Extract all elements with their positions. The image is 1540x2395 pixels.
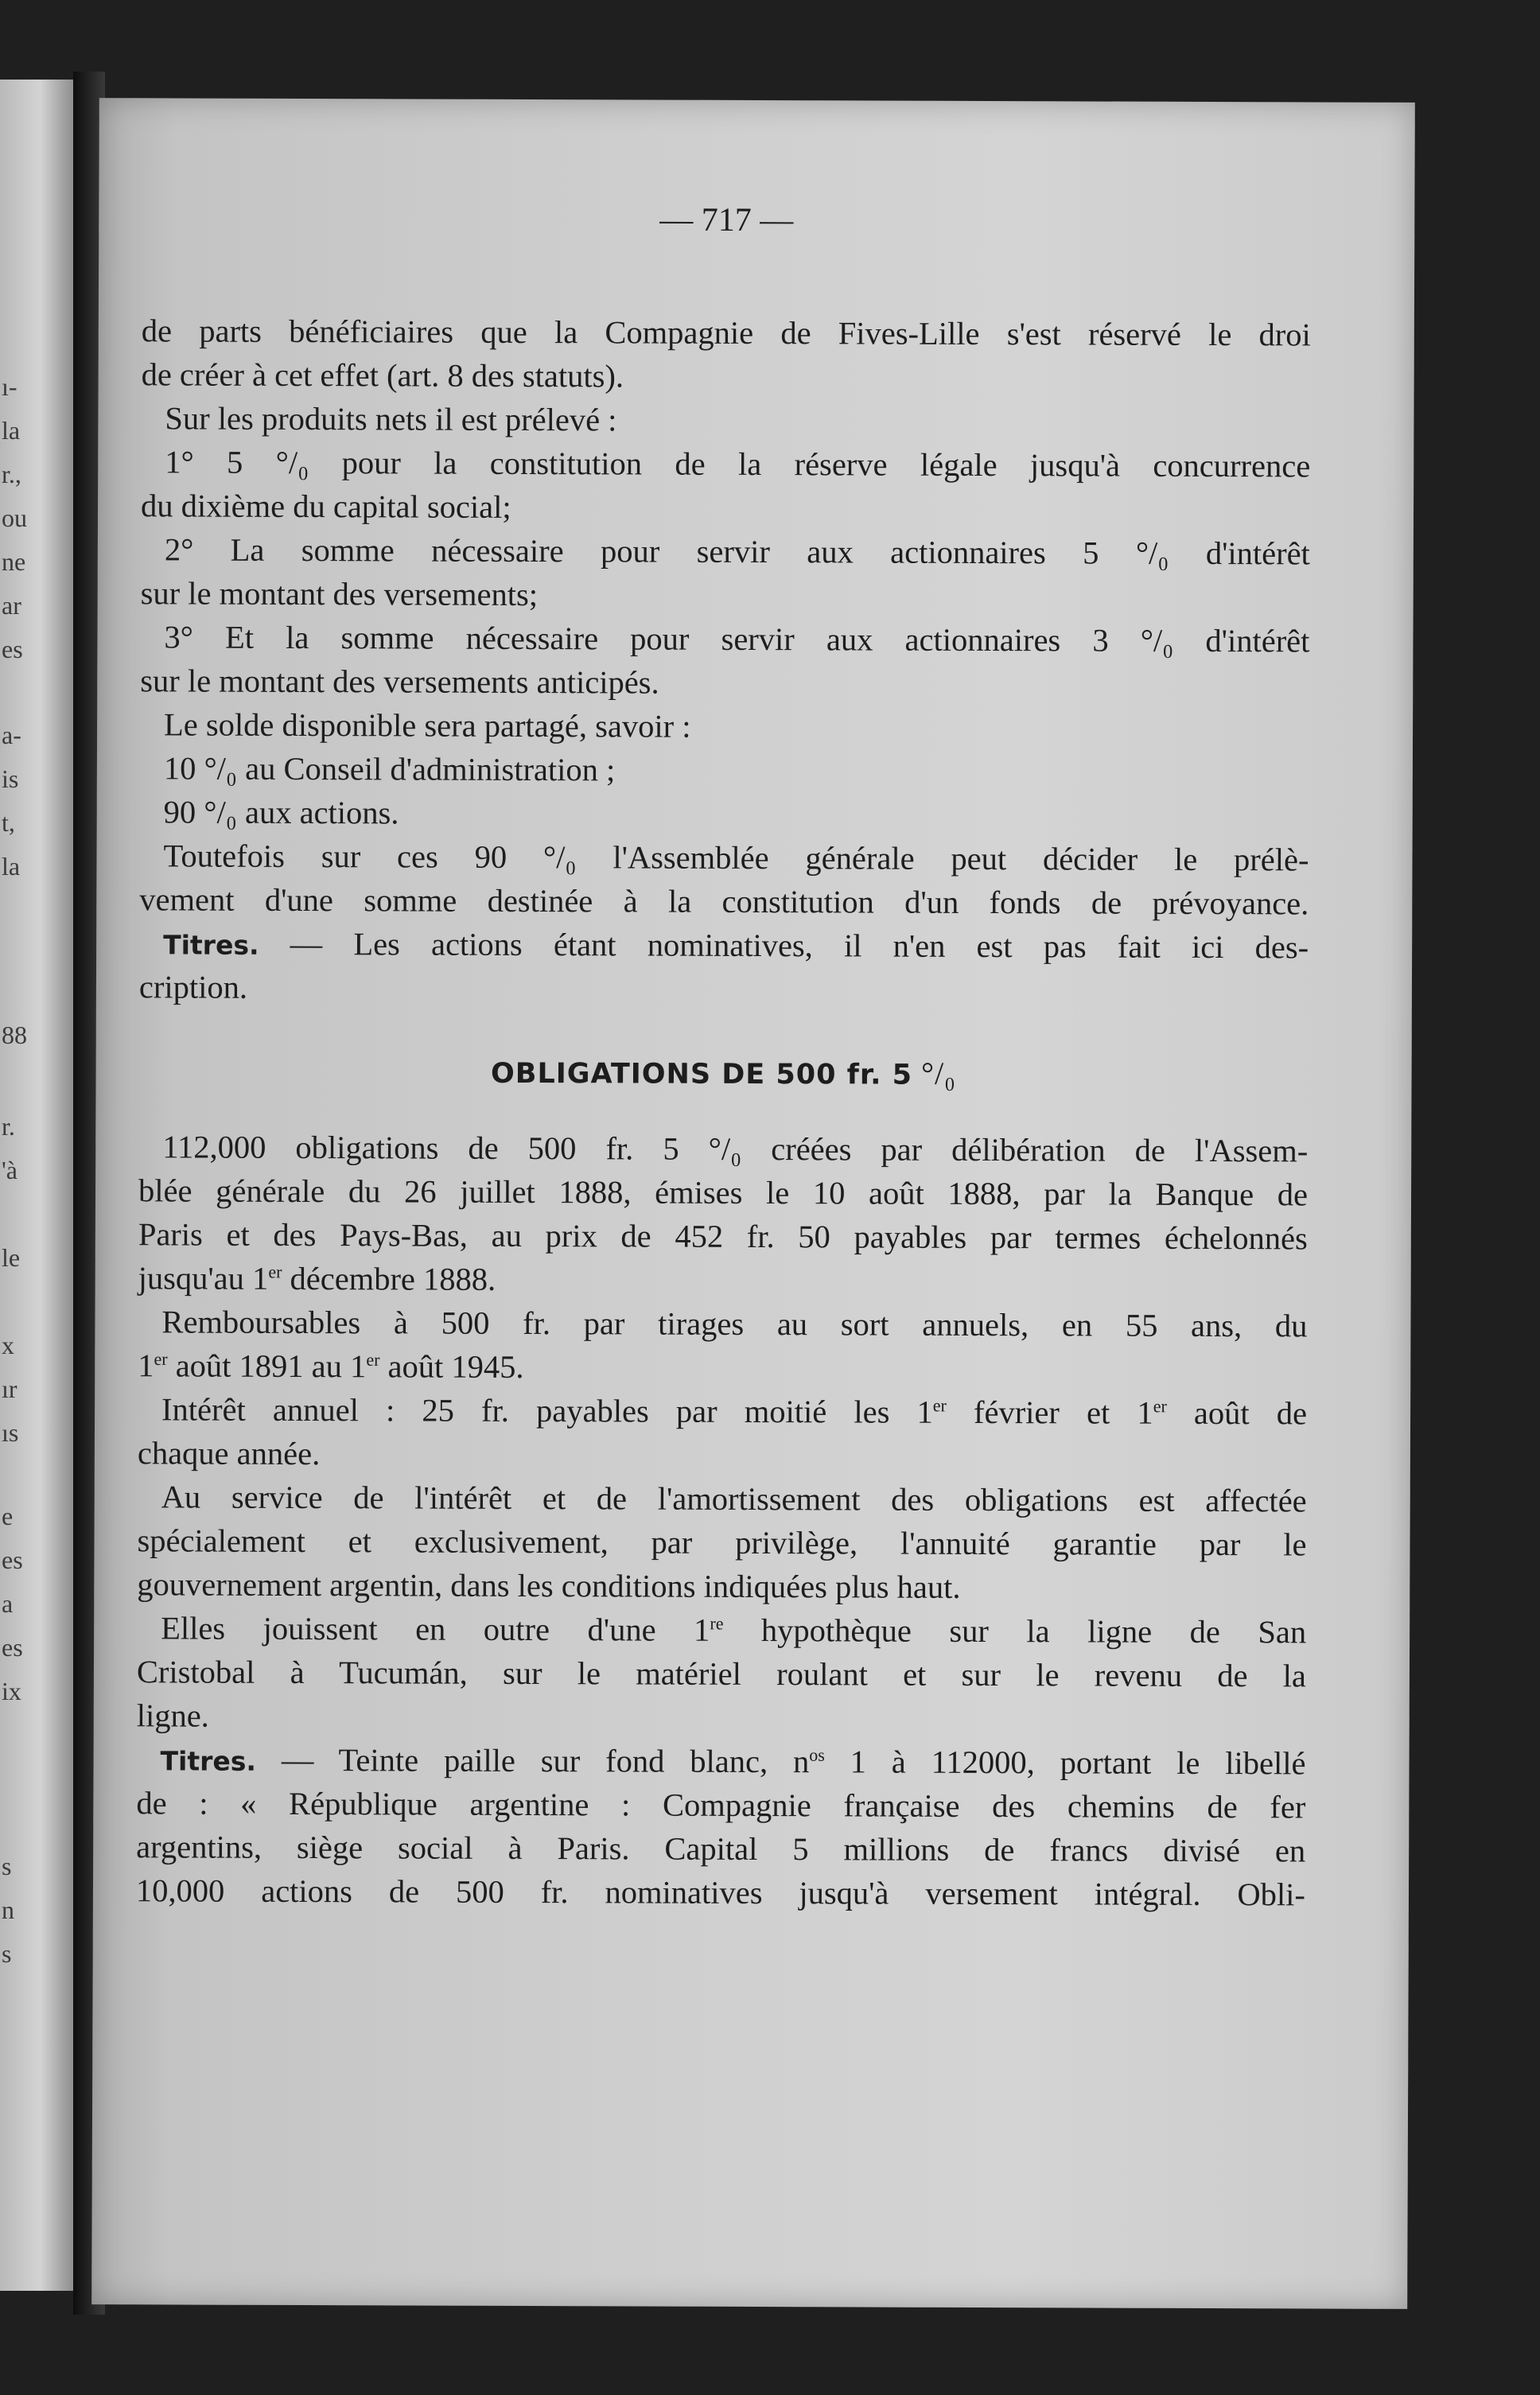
edge-fragment: ar <box>2 591 21 620</box>
text-line: de parts bénéficiaires que la Compagnie de Fives-Lille s'est réservé le droi <box>141 313 1311 353</box>
text-run: février et 1 <box>946 1394 1153 1431</box>
superscript: er <box>932 1395 947 1416</box>
text-run: août 1891 au 1 <box>167 1347 367 1385</box>
text-run: 1 <box>138 1347 154 1384</box>
text-line: 90 °/₀ aux actions. <box>163 794 399 831</box>
superscript: er <box>154 1348 168 1369</box>
superscript: os <box>809 1744 825 1765</box>
text-line: Paris et des Pays-Bas, au prix de 452 fr. 50 payables par termes échelonnés <box>138 1216 1308 1257</box>
text-line: blée générale du 26 juillet 1888, émises le 10 août 1888, par la Banque de <box>138 1172 1309 1213</box>
text-run: jusqu'au 1 <box>138 1260 269 1297</box>
text-line: ligne. <box>136 1697 209 1734</box>
superscript: re <box>710 1613 724 1634</box>
edge-fragment: 88 <box>2 1021 27 1049</box>
text-line: Le solde disponible sera partagé, savoir : <box>164 706 691 745</box>
text-run: Elles jouissent en outre d'une 1 <box>161 1610 710 1648</box>
edge-fragment: ou <box>2 503 27 532</box>
titres-line <box>139 921 1309 969</box>
text-line <box>137 1606 1306 1654</box>
edge-fragment: es <box>2 1545 23 1574</box>
edge-fragment: ı- <box>2 372 18 401</box>
edge-fragment: ne <box>2 547 26 576</box>
edge-fragment: es <box>2 635 23 663</box>
titres-label: Titres. <box>163 929 259 961</box>
edge-fragment: n <box>2 1895 14 1924</box>
text-line: argentins, siège social à Paris. Capital 5 millions de francs divisé en <box>136 1829 1306 1869</box>
text-line: sur le montant des versements; <box>140 575 539 613</box>
obligations-section <box>136 1125 1308 1916</box>
text-run: — Teinte paille sur fond blanc, n <box>255 1741 810 1780</box>
text-line: spécialement et exclusivement, par privilège, l'annuité garantie par le <box>137 1522 1307 1563</box>
text-run: — Les actions étant nominatives, il n'en est pas fait ici des- <box>259 925 1309 966</box>
edge-fragment: s <box>2 1852 12 1880</box>
text-line: cription. <box>138 969 248 1005</box>
edge-fragment: is <box>2 764 19 793</box>
edge-fragment: ır <box>2 1374 18 1403</box>
superscript: er <box>268 1262 282 1282</box>
text-line: sur le montant des versements anticipés. <box>140 663 659 701</box>
text-line: 10 °/₀ au Conseil d'administration ; <box>163 750 616 788</box>
edge-fragment: a- <box>2 721 21 749</box>
edge-fragment: es <box>2 1633 23 1662</box>
text-line: Au service de l'intérêt et de l'amortissement des obligations est affectée <box>161 1479 1307 1519</box>
text-line: Remboursables à 500 fr. par tirages au sort annuels, en 55 ans, du <box>161 1304 1308 1344</box>
text-line: 1° 5 °/₀ pour la constitution de la réserve légale jusqu'à concurrence <box>165 444 1311 484</box>
text-line: 10,000 actions de 500 fr. nominatives jusqu'à versement intégral. Obli- <box>135 1872 1306 1913</box>
left-facing-page-edge <box>0 80 73 2291</box>
titres-line <box>136 1737 1305 1785</box>
text-line: chaque année. <box>137 1435 321 1472</box>
heading-bold: OBLIGATIONS DE 500 fr. 5 <box>490 1057 913 1091</box>
edge-fragment: r. <box>2 1112 15 1141</box>
text-line: 112,000 obligations de 500 fr. 5 °/₀ créées par délibération de l'Assem- <box>162 1129 1309 1169</box>
text-run: août de <box>1166 1394 1308 1432</box>
text-line: Cristobal à Tucumán, sur le matériel roulant et sur le revenu de la <box>136 1654 1307 1694</box>
page-text <box>135 201 1311 1916</box>
text-run: Intérêt annuel : 25 fr. payables par moitié les 1 <box>161 1391 933 1430</box>
text-line: vement d'une somme destinée à la constitution d'un fonds de prévoyance. <box>139 881 1309 922</box>
superscript: er <box>1153 1396 1167 1417</box>
edge-fragment: e <box>2 1502 14 1530</box>
edge-fragment: ıs <box>2 1418 19 1447</box>
text-line: gouvernement argentin, dans les conditions indiquées plus haut. <box>137 1566 961 1605</box>
edge-fragment: x <box>2 1331 14 1359</box>
edge-fragment: la <box>2 416 21 445</box>
titres-label: Titres. <box>160 1745 257 1777</box>
page-number: — 717 — <box>659 201 794 239</box>
text-run: décembre 1888. <box>282 1260 496 1297</box>
text-run: hypothèque sur la ligne de San <box>723 1612 1307 1650</box>
text-run: août 1945. <box>379 1348 524 1385</box>
edge-fragment: la <box>2 852 21 881</box>
text-line: du dixième du capital social; <box>140 488 511 525</box>
text-line: 2° La somme nécessaire pour servir aux actionnaires 5 °/₀ d'intérêt <box>164 531 1310 572</box>
book-page <box>91 98 1415 2309</box>
text-line <box>138 1343 1307 1391</box>
edge-fragment: r., <box>2 460 21 488</box>
text-run: 1 à 112000, portant le libellé <box>824 1744 1306 1782</box>
dividend-allocation-section <box>139 309 1311 1013</box>
edge-fragment: t, <box>2 808 15 837</box>
text-line: de : « République argentine : Compagnie française des chemins de fer <box>136 1785 1306 1825</box>
edge-fragment: le <box>2 1243 21 1272</box>
section-heading <box>138 1042 1308 1103</box>
text-line: 3° Et la somme nécessaire pour servir aux actionnaires 3 °/₀ d'intérêt <box>164 619 1310 659</box>
text-line: de créer à cet effet (art. 8 des statuts). <box>141 356 624 395</box>
superscript: er <box>366 1349 380 1370</box>
text-line: Sur les produits nets il est prélevé : <box>165 400 617 438</box>
heading-percent: °/₀ <box>912 1055 957 1091</box>
edge-fragment: a <box>2 1589 14 1618</box>
text-line <box>138 1256 1308 1304</box>
edge-fragment: ix <box>2 1677 21 1705</box>
text-line <box>138 1387 1307 1435</box>
edge-fragment: 'à <box>2 1156 18 1184</box>
text-line: Toutefois sur ces 90 °/₀ l'Assemblée générale peut décider le prélè- <box>163 838 1309 878</box>
edge-fragment: s <box>2 1939 12 1968</box>
